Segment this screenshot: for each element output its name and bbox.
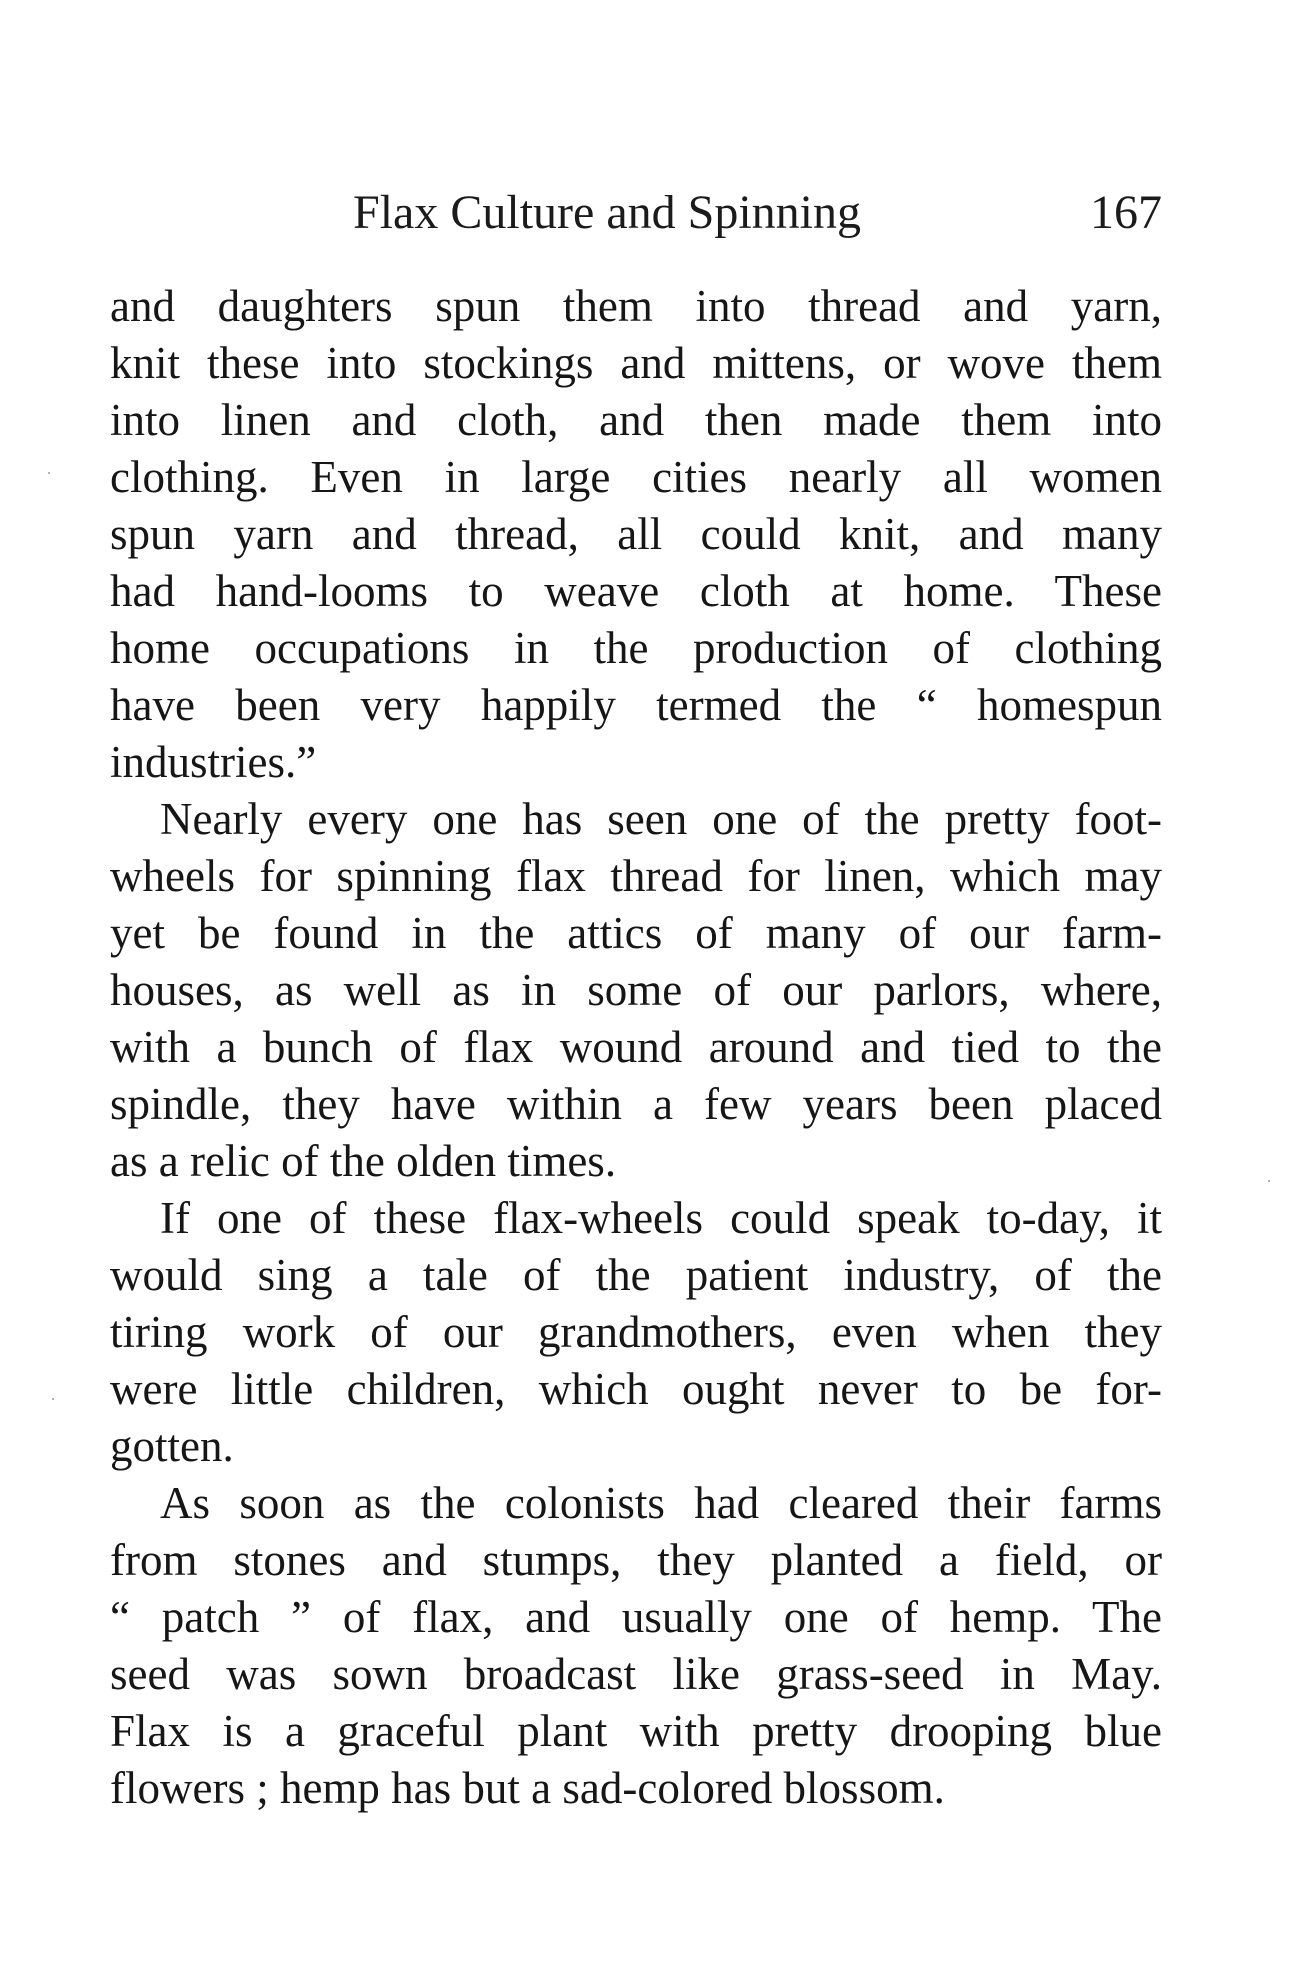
page-number: 167 xyxy=(1090,186,1162,239)
text-line: knit these into stockings and mittens, or wove them xyxy=(110,338,1162,388)
paragraph-4 xyxy=(110,1475,1162,1817)
text-line: Flax is a graceful plant with pretty drooping blue xyxy=(110,1706,1162,1756)
text-line: as a relic of the olden times. xyxy=(110,1136,617,1186)
text-line: would sing a tale of the patient industry, of the xyxy=(110,1250,1162,1300)
text-line: seed was sown broadcast like grass-seed in May. xyxy=(110,1649,1162,1699)
text-line: If one of these flax-wheels could speak to-day, it xyxy=(160,1193,1162,1243)
text-line: clothing. Even in large cities nearly all women xyxy=(110,452,1162,502)
scan-speck xyxy=(1268,1180,1270,1182)
text-line: into linen and cloth, and then made them into xyxy=(110,395,1162,445)
text-line: home occupations in the production of clothing xyxy=(110,623,1162,673)
body-text xyxy=(110,278,1162,1817)
text-line: had hand-looms to weave cloth at home. These xyxy=(110,566,1162,616)
text-line: As soon as the colonists had cleared their farms xyxy=(160,1478,1162,1528)
text-line: spun yarn and thread, all could knit, and many xyxy=(110,509,1162,559)
text-line: with a bunch of flax wound around and tied to the xyxy=(110,1022,1162,1072)
text-line: gotten. xyxy=(110,1421,234,1471)
text-line: tiring work of our grandmothers, even when they xyxy=(110,1307,1162,1357)
text-line: “ patch ” of flax, and usually one of hemp. The xyxy=(110,1592,1162,1642)
running-title: Flax Culture and Spinning xyxy=(353,186,861,239)
text-line: flowers ; hemp has but a sad-colored blossom. xyxy=(110,1763,945,1813)
text-line: were little children, which ought never to be for- xyxy=(110,1364,1162,1414)
text-line: yet be found in the attics of many of our farm- xyxy=(110,908,1162,958)
text-line: houses, as well as in some of our parlors, where, xyxy=(110,965,1162,1015)
paragraph-3 xyxy=(110,1190,1162,1475)
scan-speck xyxy=(52,1398,54,1400)
text-line: have been very happily termed the “ homespun xyxy=(110,680,1162,730)
running-head xyxy=(110,178,1162,248)
paragraph-2 xyxy=(110,791,1162,1190)
scan-speck xyxy=(48,472,50,474)
text-line: spindle, they have within a few years been placed xyxy=(110,1079,1162,1129)
text-line: wheels for spinning flax thread for linen, which may xyxy=(110,851,1162,901)
text-line: Nearly every one has seen one of the pretty foot- xyxy=(160,794,1162,844)
paragraph-1 xyxy=(110,278,1162,791)
text-line: and daughters spun them into thread and yarn, xyxy=(110,281,1162,331)
text-line: industries.” xyxy=(110,737,317,787)
text-line: from stones and stumps, they planted a field, or xyxy=(110,1535,1162,1585)
